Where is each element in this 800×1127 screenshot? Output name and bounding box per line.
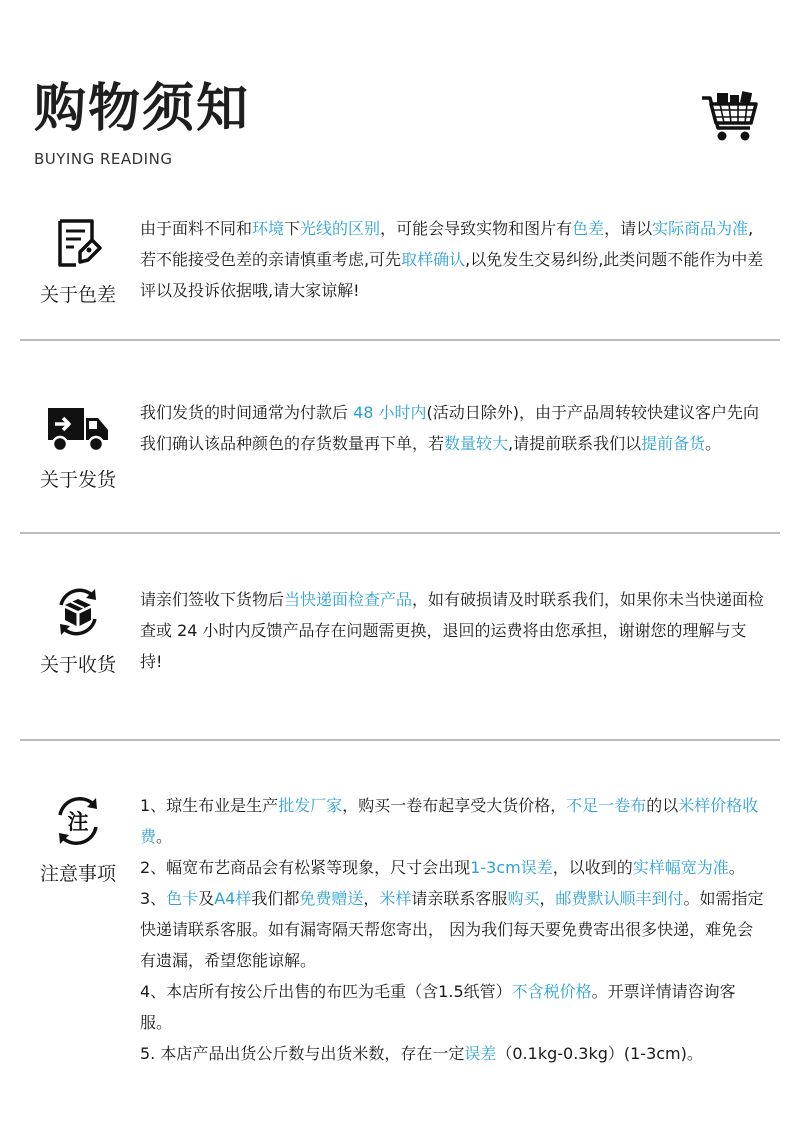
highlight-text: 色差 bbox=[572, 219, 605, 238]
body-text: 由于面料不同和 bbox=[140, 219, 253, 238]
note-item bbox=[140, 790, 765, 852]
package-refresh-icon bbox=[52, 586, 104, 638]
highlight-text: 购买 bbox=[507, 889, 540, 908]
highlight-text: 实际商品为准 bbox=[652, 219, 749, 238]
highlight-text: 48 小时内 bbox=[353, 403, 427, 422]
body-text: ，如有破损请及时联系我们，如果你未当快递面检查或 24 小时内反馈产品存在问题需更换，退回的运费将由您承担，谢谢您的理解与支持! bbox=[140, 590, 765, 671]
body-text: 。 bbox=[705, 434, 722, 453]
body-text: 的以 bbox=[646, 796, 679, 815]
page-subtitle: BUYING READING bbox=[34, 150, 173, 168]
highlight-text: 批发厂家 bbox=[278, 796, 343, 815]
page-title: 购物须知 bbox=[34, 79, 251, 139]
body-text: 2、幅宽布艺商品会有松紧等现象，尺寸会出现 bbox=[140, 858, 471, 877]
section-icon-wrap bbox=[40, 586, 116, 677]
color-tag-icon bbox=[54, 218, 102, 268]
note-item bbox=[140, 1038, 765, 1069]
note-item bbox=[140, 976, 765, 1038]
section-icon-wrap bbox=[40, 795, 116, 886]
section-divider bbox=[20, 339, 780, 341]
highlight-text: 1-3cm误差 bbox=[470, 858, 553, 877]
section-text bbox=[140, 397, 765, 459]
svg-text:注: 注 bbox=[67, 810, 89, 834]
body-text: 我们发货的时间通常为付款后 bbox=[140, 403, 354, 422]
section-icon-wrap bbox=[40, 405, 116, 492]
page-header bbox=[34, 78, 250, 168]
highlight-text: 色卡 bbox=[166, 889, 199, 908]
body-text: 请亲联系客服 bbox=[411, 889, 508, 908]
shopping-cart-icon bbox=[700, 90, 758, 144]
section-divider bbox=[20, 532, 780, 534]
highlight-text: 当快递面检查产品 bbox=[284, 590, 413, 609]
body-text: 4、本店所有按公斤出售的布匹为毛重（含1.5纸管） bbox=[140, 982, 512, 1001]
body-text: 我们都 bbox=[251, 889, 300, 908]
body-text: ，购买一卷布起享受大货价格， bbox=[342, 796, 567, 815]
highlight-text: A4样 bbox=[214, 889, 252, 908]
highlight-text: 误差 bbox=[464, 1044, 497, 1063]
section-paragraph bbox=[140, 213, 765, 306]
highlight-text: 数量较大 bbox=[444, 434, 509, 453]
highlight-text: 不足一卷布 bbox=[566, 796, 647, 815]
body-text: ， bbox=[539, 889, 556, 908]
body-text: 3、 bbox=[140, 889, 167, 908]
body-text: ， bbox=[363, 889, 380, 908]
section-paragraph bbox=[140, 397, 765, 459]
highlight-text: 取样确认 bbox=[401, 250, 466, 269]
section-label: 注意事项 bbox=[40, 863, 117, 885]
section-paragraph bbox=[140, 584, 765, 677]
body-text: ，以收到的 bbox=[552, 858, 633, 877]
highlight-text: 免费赠送 bbox=[299, 889, 364, 908]
body-text: 1、琼生布业是生产 bbox=[140, 796, 279, 815]
body-text: 。开票详情请咨询客服。 bbox=[140, 982, 736, 1032]
highlight-text: 邮费默认顺丰到付 bbox=[555, 889, 684, 908]
body-text: （0.1kg-0.3kg）(1-3cm)。 bbox=[496, 1044, 703, 1063]
highlight-text: 环境 bbox=[252, 219, 285, 238]
delivery-truck-icon bbox=[46, 405, 110, 453]
highlight-text: 光线的区别 bbox=[300, 219, 381, 238]
notice-circle-icon bbox=[52, 795, 104, 847]
body-text: ,以免发生交易纠纷,此类问题不能作为中差评以及投诉依据哦,请大家谅解! bbox=[140, 250, 764, 300]
body-text: ,若不能接受色差的亲请慎重考虑,可先 bbox=[140, 219, 754, 269]
body-text: (活动日除外)，由于产品周转较快建议客户先向我们确认该品种颜色的存货数量再下单，若 bbox=[140, 403, 760, 453]
highlight-text: 不含税价格 bbox=[511, 982, 592, 1001]
note-item bbox=[140, 852, 765, 883]
body-text: 下 bbox=[284, 219, 301, 238]
section-divider bbox=[20, 739, 780, 741]
highlight-text: 米样价格收费 bbox=[140, 796, 759, 846]
section-label: 关于发货 bbox=[40, 469, 117, 491]
section-label: 关于收货 bbox=[40, 654, 117, 676]
body-text: ,请提前联系我们以 bbox=[508, 434, 642, 453]
section-text bbox=[140, 213, 765, 306]
section-text bbox=[140, 790, 765, 1069]
highlight-text: 米样 bbox=[379, 889, 412, 908]
body-text: ，可能会导致实物和图片有 bbox=[380, 219, 573, 238]
highlight-text: 提前备货 bbox=[641, 434, 706, 453]
body-text: ，请以 bbox=[604, 219, 653, 238]
section-text bbox=[140, 584, 765, 677]
section-icon-wrap bbox=[40, 218, 116, 307]
body-text: 。如需指定快递请联系客服。如有漏寄隔天帮您寄出， 因为我们每天要免费寄出很多快递，难免会有遗漏，希望您能谅解。 bbox=[140, 889, 764, 970]
body-text: 。 bbox=[156, 827, 173, 846]
body-text: 5. 本店产品出货公斤数与出货米数，存在一定 bbox=[140, 1044, 465, 1063]
section-label: 关于色差 bbox=[40, 284, 117, 306]
highlight-text: 实样幅宽为准 bbox=[632, 858, 729, 877]
note-item bbox=[140, 883, 765, 976]
body-text: 及 bbox=[198, 889, 215, 908]
body-text: 请亲们签收下货物后 bbox=[140, 590, 285, 609]
body-text: 。 bbox=[728, 858, 745, 877]
